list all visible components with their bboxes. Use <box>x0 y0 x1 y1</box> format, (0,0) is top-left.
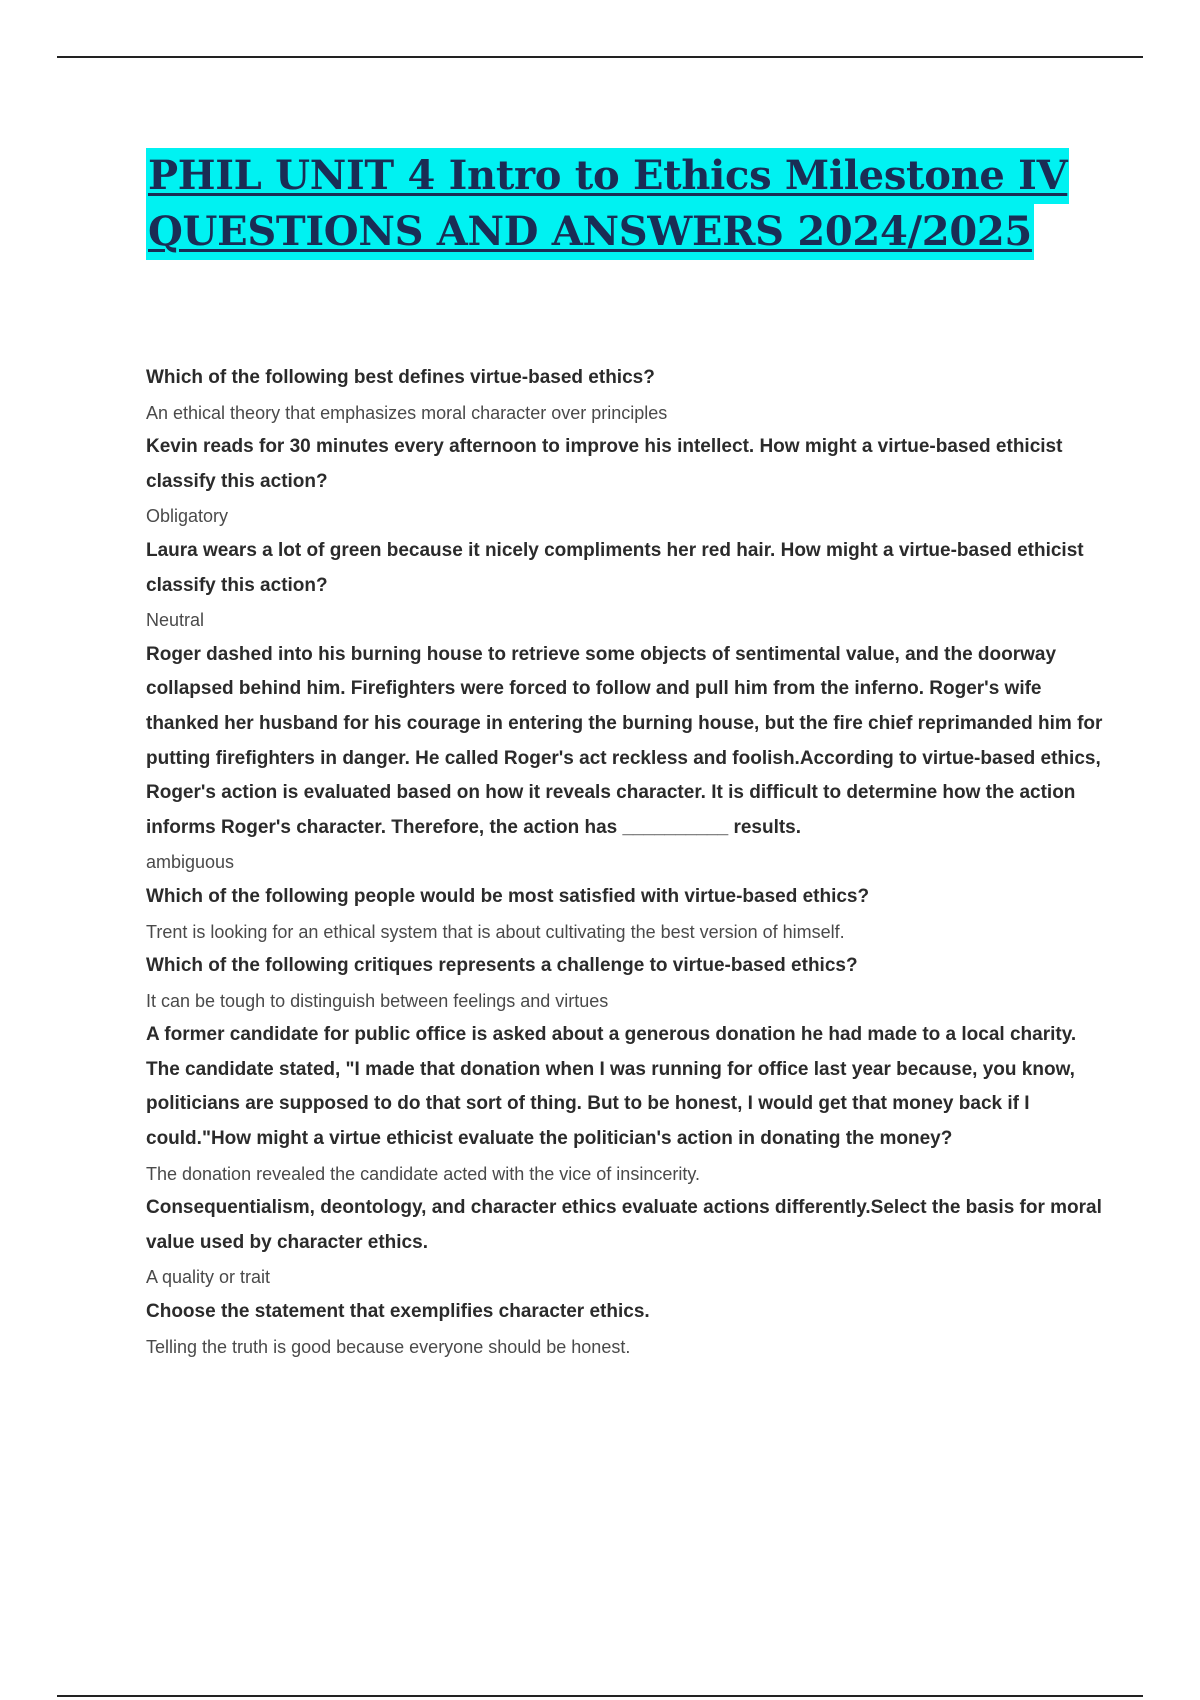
question: A former candidate for public office is asked about a generous donation he had made to a local charity. The candidate stated, "I made that donation when I was running for office last year because, you know, politicians are supposed to do that sort of thing. But to be honest, I would get that money back if I could."How might a virtue ethicist evaluate the politician's action in donating the money? <box>146 1024 1077 1150</box>
title-line-1: PHIL UNIT 4 Intro to Ethics Milestone IV <box>146 148 1069 204</box>
answer: Neutral <box>146 610 205 631</box>
answer: Obligatory <box>146 506 229 527</box>
answer: A quality or trait <box>146 1267 271 1288</box>
bottom-rule <box>57 1695 1143 1697</box>
question: Roger dashed into his burning house to retrieve some objects of sentimental value, and the doorway collapsed behind him. Firefighters were forced to follow and pull him from the inferno. Roger's wife thanked her husband for his courage in entering the burning house, but the fire chief reprimanded him for putting firefighters in danger. He called Roger's act reckless and foolish.According to virtue-based ethics, Roger's action is evaluated based on how it reveals character. It is difficult to determine how the action informs Roger's character. Therefore, the action has __________ results. <box>146 643 1103 838</box>
question: Kevin reads for 30 minutes every afternoon to improve his intellect. How might a virtue-based ethicist classify this action? <box>146 436 1063 492</box>
answer: Trent is looking for an ethical system that is about cultivating the best version of himself. <box>146 921 845 942</box>
title-line-2: QUESTIONS AND ANSWERS 2024/2025 <box>146 204 1034 260</box>
question: Which of the following critiques represents a challenge to virtue-based ethics? <box>146 955 858 977</box>
document-title <box>146 148 1146 260</box>
question: Laura wears a lot of green because it nicely compliments her red hair. How might a virtue-based ethicist classify this action? <box>146 539 1084 596</box>
answer: It can be tough to distinguish between feelings and virtues <box>146 990 609 1011</box>
answer: The donation revealed the candidate acted with the vice of insincerity. <box>146 1163 701 1184</box>
qa-list <box>146 361 1106 1364</box>
top-rule <box>57 56 1143 58</box>
answer: ambiguous <box>146 852 235 873</box>
question: Which of the following people would be most satisfied with virtue-based ethics? <box>146 885 870 907</box>
question: Consequentialism, deontology, and character ethics evaluate actions differently.Select the basis for moral value used by character ethics. <box>146 1197 1102 1253</box>
answer: An ethical theory that emphasizes moral character over principles <box>146 402 668 423</box>
answer: Telling the truth is good because everyone should be honest. <box>146 1336 631 1357</box>
question: Which of the following best defines virtue-based ethics? <box>146 367 655 388</box>
question: Choose the statement that exemplifies character ethics. <box>146 1301 650 1323</box>
